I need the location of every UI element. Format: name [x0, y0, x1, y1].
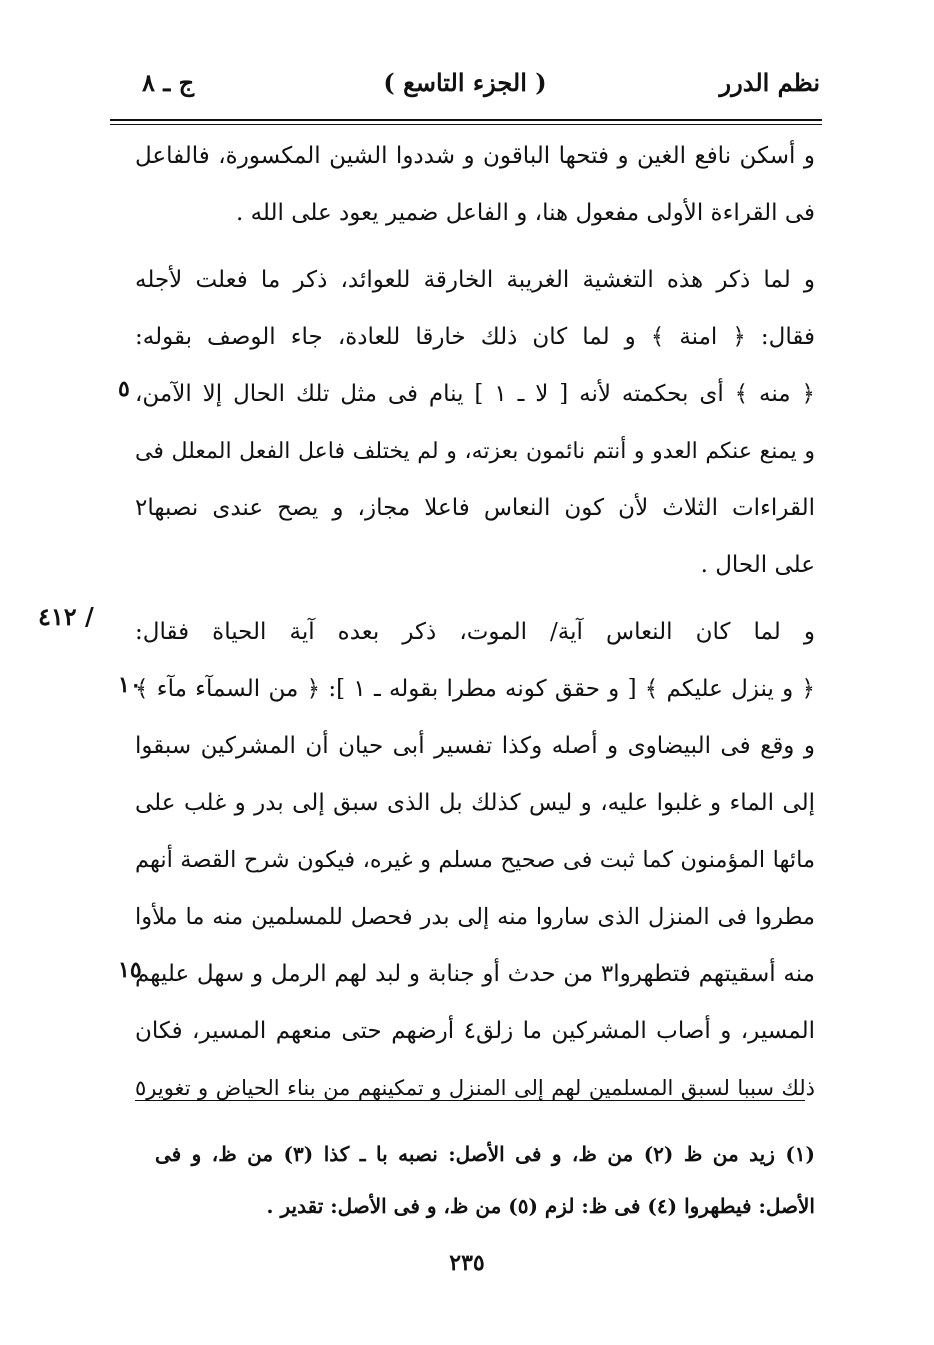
text-line: ذلك سببا لسبق المسلمين لهم إلى المنزل و تمكينهم من بناء الحياض و تغوير٥ — [135, 1076, 815, 1100]
page-number: ٢٣٥ — [449, 1250, 485, 1276]
text-line: و لما ذكر هذه التغشية الغريبة الخارقة للعوائد، ذكر ما فعلت لأجله — [135, 267, 815, 293]
footnote-line: الأصل: فيطهروا (٤) فى ظ: لزم (٥) من ظ، و فى الأصل: تقدير . — [266, 1194, 815, 1218]
footnotes — [155, 1128, 815, 1232]
text-line: ﴿ منه ﴾ أى بحكمته لأنه [ لا ـ ١ ] ينام فى مثل تلك الحال إلا الآمن، — [135, 381, 815, 407]
footnote-rule — [135, 1100, 805, 1101]
line-number-10: ١٠ — [118, 672, 142, 698]
text-line: المسير، و أصاب المشركين ما زلق٤ أرضهم حتى منعهم المسير، فكان — [135, 1018, 815, 1044]
running-header — [110, 60, 820, 108]
main-text — [135, 128, 815, 1117]
text-line: و أسكن نافع الغين و فتحها الباقون و شددوا الشين المكسورة، فالفاعل — [135, 143, 815, 169]
line-number-5: ٥ — [118, 376, 130, 402]
text-line: مطروا فى المنزل الذى ساروا منه إلى بدر فحصل للمسلمين منه ما ملأوا — [135, 904, 815, 930]
line-number-15: ١٥ — [118, 957, 142, 983]
margin-folio-note: / ٤١٢ — [38, 602, 94, 631]
text-line: و يمنع عنكم العدو و أنتم نائمون بعزته، و لم يختلف فاعل الفعل المعلل فى — [135, 439, 815, 464]
text-line: و لما كان النعاس آية/ الموت، ذكر بعده آية الحياة فقال: — [135, 619, 815, 645]
text-line: إلى الماء و غلبوا عليه، و ليس كذلك بل الذى سبق إلى بدر و غلب على — [135, 790, 815, 816]
text-line: و وقع فى البيضاوى و أصله وكذا تفسير أبى حيان أن المشركين سبقوا — [135, 733, 815, 759]
text-line: فقال: ﴿ امنة ﴾ و لما كان ذلك خارقا للعادة، جاء الوصف بقوله: — [135, 324, 815, 350]
text-line: مائها المؤمنون كما ثبت فى صحيح مسلم و غيره، فيكون شرح القصة أنهم — [135, 847, 815, 873]
text-line: على الحال . — [700, 552, 815, 578]
volume-label: ( الجزء التاسع ) — [383, 68, 547, 97]
header-rule-thin — [110, 124, 822, 125]
text-line: منه أسقيتهم فتطهروا٣ من حدث أو جنابة و لبد لهم الرمل و سهل عليهم — [135, 961, 816, 987]
text-line: فى القراءة الأولى مفعول هنا، و الفاعل ضمير يعود على الله . — [235, 200, 815, 226]
header-rule — [110, 119, 822, 121]
text-line: القراءات الثلاث لأن كون النعاس فاعلا مجاز، و يصح عندى نصبها٢ — [135, 495, 815, 521]
part-label: ج ـ ٨ — [142, 68, 195, 97]
book-title: نظم الدرر — [719, 68, 820, 97]
footnote-line: (١) زيد من ظ (٢) من ظ، و فى الأصل: نصبه با ـ كذا (٣) من ظ، و فى — [155, 1142, 816, 1166]
text-line: ﴿ و ينزل عليكم ﴾ [ و حقق كونه مطرا بقوله ـ ١ ]: ﴿ من السمآء مآء ﴾ — [135, 676, 815, 702]
